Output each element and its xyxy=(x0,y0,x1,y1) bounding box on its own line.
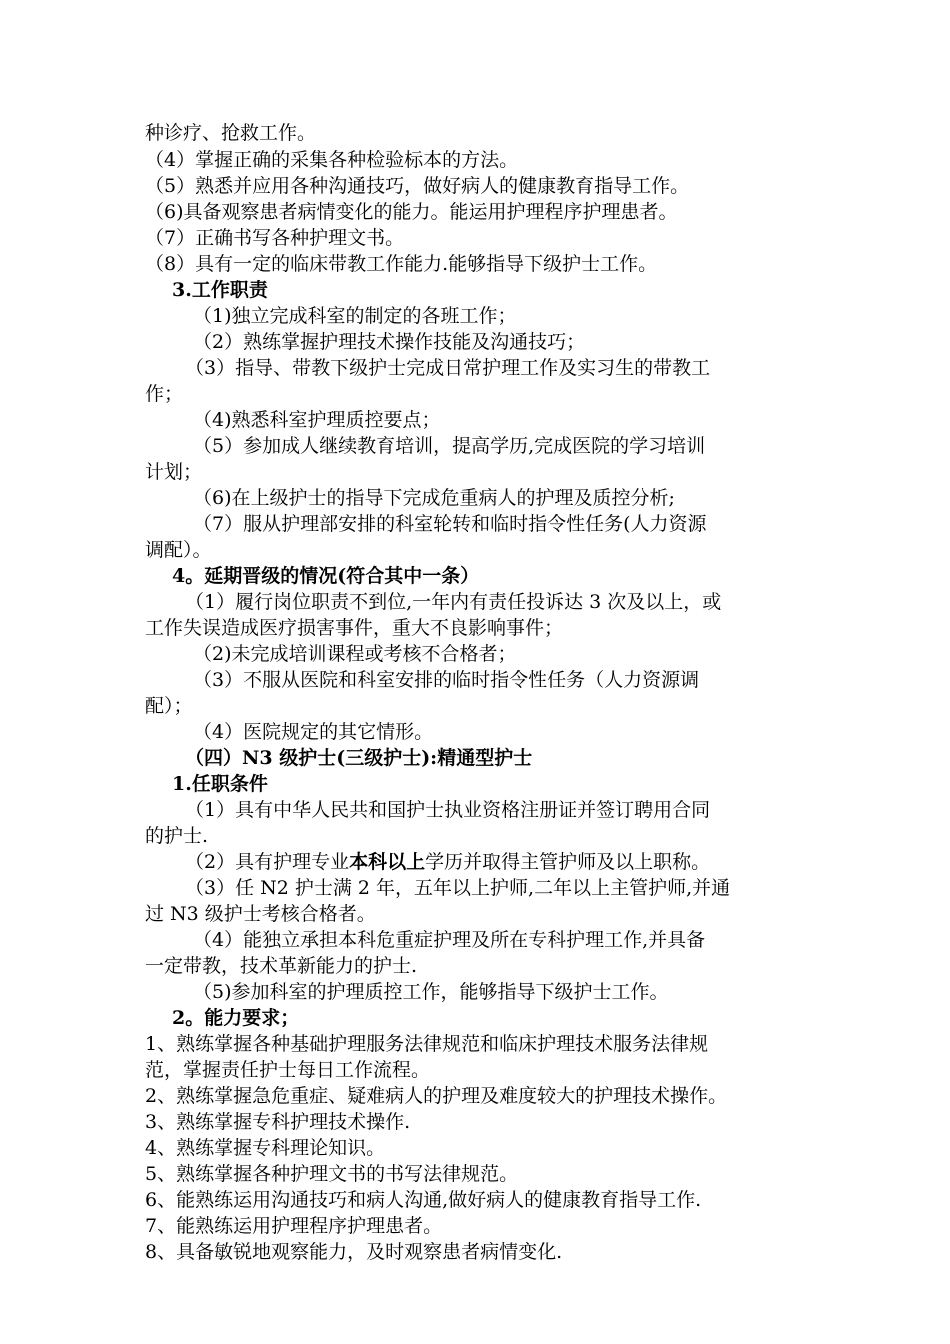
text-line: （1）具有中华人民共和国护士执业资格注册证并签订聘用合同 xyxy=(185,799,711,821)
text-line: 3、熟练掌握专科护理技术操作. xyxy=(145,1111,411,1133)
text-line: 配）； xyxy=(145,695,193,717)
text-line: 5、熟练掌握各种护理文书的书写法律规范。 xyxy=(145,1163,519,1185)
text-line: 作； xyxy=(145,383,184,405)
text-line: 4、熟练掌握专科理论知识。 xyxy=(145,1137,386,1159)
text-line: 2、熟练掌握急危重症、疑难病人的护理及难度较大的护理技术操作。 xyxy=(145,1085,728,1107)
text-segment: 学历并取得主管护师及以上职称。 xyxy=(425,851,711,873)
text-line: （6)具备观察患者病情变化的能力。能运用护理程序护理患者。 xyxy=(145,201,678,223)
section-heading: （四）N3 级护士(三级护士):精通型护士 xyxy=(185,747,533,769)
text-line: 1、熟练掌握各种基础护理服务法律规范和临床护理技术服务法律规 xyxy=(145,1033,709,1055)
text-line: 工作失误造成医疗损害事件，重大不良影响事件； xyxy=(145,617,564,639)
text-line: （2)未完成培训课程或考核不合格者； xyxy=(193,643,517,665)
text-line: （4）医院规定的其它情形。 xyxy=(193,721,434,743)
text-line: 一定带教，技术革新能力的护士. xyxy=(145,955,418,977)
text-segment: （2）具有护理专业 xyxy=(185,851,350,873)
text-line: （2）熟练掌握护理技术操作技能及沟通技巧； xyxy=(193,331,586,353)
text-line: （4）能独立承担本科危重症护理及所在专科护理工作,并具备 xyxy=(193,929,706,951)
text-line: 7、能熟练运用护理程序护理患者。 xyxy=(145,1215,443,1237)
text-line: （5)参加科室的护理质控工作，能够指导下级护士工作。 xyxy=(193,981,669,1003)
text-line: 计划； xyxy=(145,461,203,483)
section-heading: 1.任职条件 xyxy=(172,773,268,795)
text-line: （6)在上级护士的指导下完成危重病人的护理及质控分析; xyxy=(193,487,675,509)
text-line: （1）履行岗位职责不到位,一年内有责任投诉达 3 次及以上，或 xyxy=(185,591,722,613)
text-line: （5）熟悉并应用各种沟通技巧，做好病人的健康教育指导工作。 xyxy=(145,175,690,197)
text-line: 过 N3 级护士考核合格者。 xyxy=(145,903,376,925)
text-line: （3）不服从医院和科室安排的临时指令性任务（人力资源调 xyxy=(193,669,700,691)
text-line: （4）掌握正确的采集各种检验标本的方法。 xyxy=(145,149,519,171)
text-line: （3）任 N2 护士满 2 年，五年以上护师,二年以上主管护师,并通 xyxy=(185,877,731,899)
text-line: （8）具有一定的临床带教工作能力.能够指导下级护士工作。 xyxy=(145,253,658,275)
text-line: 范，掌握责任护士每日工作流程。 xyxy=(145,1059,431,1081)
text-line: 8、具备敏锐地观察能力，及时观察患者病情变化. xyxy=(145,1241,563,1263)
section-heading: 3.工作职责 xyxy=(172,279,268,301)
text-line: 调配）。 xyxy=(145,539,212,561)
text-line xyxy=(185,850,710,874)
text-line: （5）参加成人继续教育培训，提高学历,完成医院的学习培训 xyxy=(193,435,706,457)
text-line: 种诊疗、抢救工作。 xyxy=(145,122,317,144)
section-heading: 2。能力要求； xyxy=(172,1007,300,1029)
text-line: （7）服从护理部安排的科室轮转和临时指令性任务(人力资源 xyxy=(193,513,707,535)
emphasis-text: 本科以上 xyxy=(349,851,426,873)
text-line: 6、能熟练运用沟通技巧和病人沟通,做好病人的健康教育指导工作. xyxy=(145,1189,702,1211)
text-line: （4)熟悉科室护理质控要点； xyxy=(193,409,441,431)
text-line: 的护士. xyxy=(145,825,209,847)
text-line: （1)独立完成科室的制定的各班工作； xyxy=(193,305,517,327)
section-heading: 4。延期晋级的情况(符合其中一条） xyxy=(172,565,480,587)
text-line: （7）正确书写各种护理文书。 xyxy=(145,227,405,249)
text-line: （3）指导、带教下级护士完成日常护理工作及实习生的带教工 xyxy=(185,357,711,379)
